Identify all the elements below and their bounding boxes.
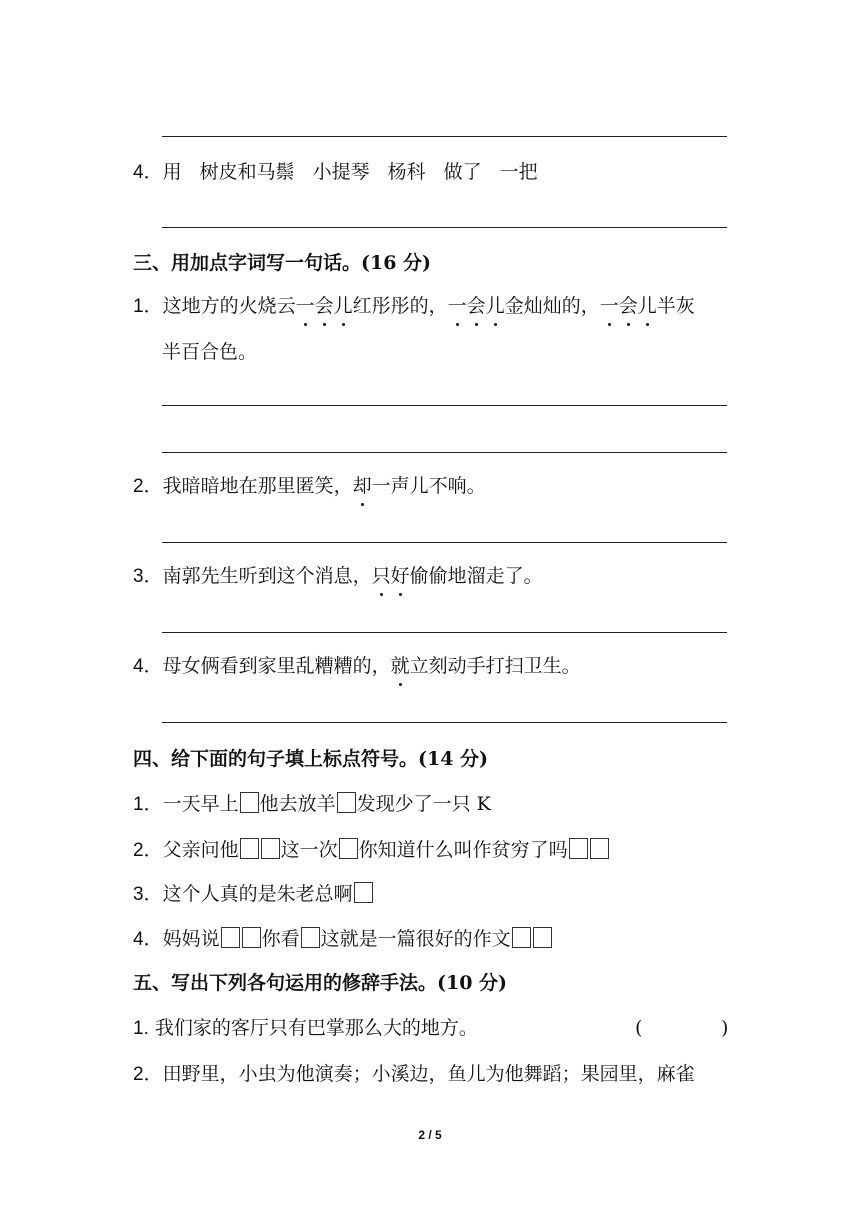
punctuation-box[interactable] — [533, 927, 552, 948]
sentence-text: 这就是一篇很好的作文 — [320, 928, 511, 950]
word-chip: 用 — [162, 161, 182, 183]
sentence-text: 南郭先生听到这个消息， — [162, 565, 372, 587]
question-number: 3． — [133, 884, 163, 905]
question-number: 3． — [133, 566, 163, 587]
answer-line[interactable] — [162, 722, 727, 723]
section3-q1-line2: 半百合色。 — [162, 341, 258, 363]
question-number: 4． — [133, 656, 163, 677]
sentence-text: 你知道什么叫作贫穷了吗 — [358, 839, 568, 861]
dotted-word: 只好 — [371, 565, 410, 587]
section4-q1 — [133, 792, 491, 817]
punctuation-box[interactable] — [242, 927, 261, 948]
question-number: 4． — [133, 929, 163, 950]
sentence-text: 他去放羊 — [259, 793, 336, 815]
section2-q4 — [133, 160, 538, 185]
dotted-word: 一会儿 — [295, 295, 353, 317]
sentence-text: 我暗暗地在那里匿笑， — [162, 475, 353, 497]
question-number: 1． — [133, 794, 163, 815]
question-number: 4． — [133, 162, 163, 183]
section3-q4 — [133, 654, 581, 679]
word-chip: 树皮和马鬃 — [199, 161, 295, 183]
word-chip: 做了 — [443, 161, 482, 183]
sentence-text: 田野里，小虫为他演奏；小溪边，鱼儿为他舞蹈；果园里，麻雀 — [162, 1063, 695, 1085]
dotted-word: 一会儿 — [599, 295, 657, 317]
dotted-word: 却 — [352, 475, 372, 497]
section5-q1 — [133, 1016, 478, 1041]
section5-q2 — [133, 1062, 695, 1087]
section4-q2 — [133, 838, 610, 863]
answer-line[interactable] — [162, 452, 727, 453]
section5-title: 五、写出下列各句运用的修辞手法。(10 分) — [133, 972, 508, 994]
punctuation-box[interactable] — [569, 838, 588, 859]
section3-q3 — [133, 564, 543, 589]
answer-paren-close: ) — [721, 1017, 729, 1039]
punctuation-box[interactable] — [261, 838, 280, 859]
answer-line[interactable] — [162, 227, 727, 228]
question-number: 2． — [133, 840, 163, 861]
punctuation-box[interactable] — [221, 927, 240, 948]
sentence-text: 半灰 — [656, 295, 695, 317]
punctuation-box[interactable] — [339, 838, 358, 859]
answer-paren-open: ( — [635, 1017, 643, 1039]
sentence-text: 立刻动手打扫卫生。 — [409, 655, 581, 677]
punctuation-box[interactable] — [590, 838, 609, 859]
sentence-text: 金灿灿的， — [504, 295, 600, 317]
page-number: 2 / 5 — [418, 1128, 442, 1142]
section4-q4 — [133, 927, 553, 952]
section3-title: 三、用加点字词写一句话。(16 分) — [133, 252, 432, 274]
punctuation-box[interactable] — [354, 882, 373, 903]
sentence-text: 这一次 — [280, 839, 338, 861]
answer-line[interactable] — [162, 542, 727, 543]
dotted-word: 就 — [390, 655, 410, 677]
dotted-word: 一会儿 — [447, 295, 505, 317]
sentence-text: 母女俩看到家里乱糟糟的， — [162, 655, 391, 677]
sentence-text: 偷偷地溜走了。 — [409, 565, 543, 587]
sentence-text: 父亲问他 — [162, 839, 239, 861]
section3-q2 — [133, 474, 486, 499]
punctuation-box[interactable] — [240, 838, 259, 859]
sentence-text: 发现少了一只 K — [356, 793, 491, 815]
word-chip: 一把 — [499, 161, 538, 183]
question-number: 2． — [133, 1064, 163, 1085]
sentence-text: 你看 — [261, 928, 300, 950]
section4-title: 四、给下面的句子填上标点符号。(14 分) — [133, 748, 489, 770]
sentence-text: 一天早上 — [162, 793, 239, 815]
word-chip: 杨科 — [387, 161, 426, 183]
section3-q1-line1 — [133, 294, 695, 319]
answer-line[interactable] — [162, 632, 727, 633]
question-number: 2． — [133, 476, 163, 497]
sentence-text: 这地方的火烧云 — [162, 295, 296, 317]
sentence-text: 一声儿不响。 — [371, 475, 486, 497]
punctuation-box[interactable] — [512, 927, 531, 948]
sentence-text: 我们家的客厅只有巴掌那么大的地方。 — [154, 1017, 478, 1039]
punctuation-box[interactable] — [301, 927, 320, 948]
answer-line[interactable] — [162, 405, 727, 406]
sentence-text: 红彤彤的， — [352, 295, 448, 317]
punctuation-box[interactable] — [337, 792, 356, 813]
section4-q3 — [133, 882, 374, 907]
sentence-text: 妈妈说 — [162, 928, 220, 950]
question-number: 1. — [133, 1018, 149, 1039]
word-chip: 小提琴 — [312, 161, 370, 183]
punctuation-box[interactable] — [240, 792, 259, 813]
answer-line[interactable] — [162, 136, 727, 137]
question-number: 1． — [133, 296, 163, 317]
sentence-text: 这个人真的是朱老总啊 — [162, 883, 353, 905]
